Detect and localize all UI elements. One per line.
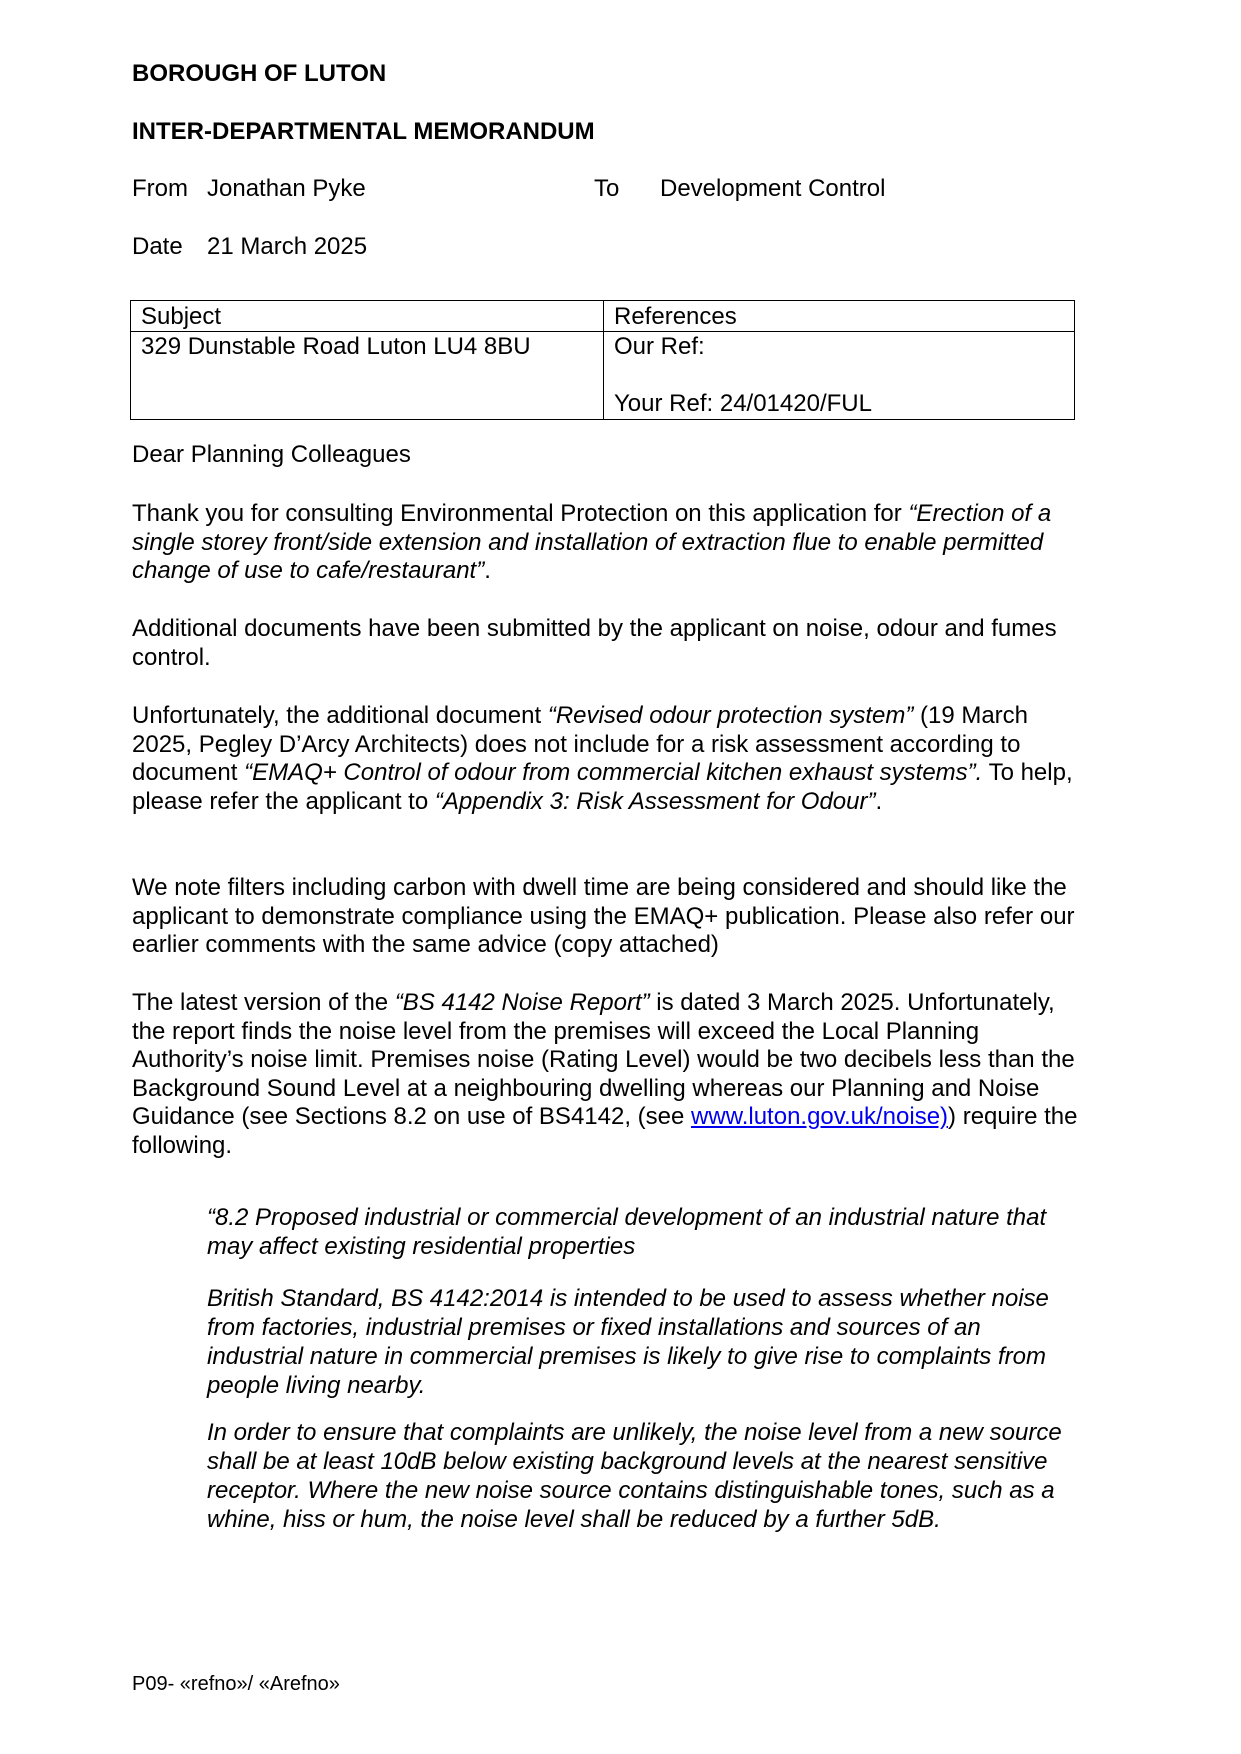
references-header: References	[604, 301, 1075, 332]
p1-text: Thank you for consulting Environmental Protection on this application for	[132, 500, 909, 527]
paragraph-consultation	[132, 500, 1082, 586]
paragraph-odour	[132, 702, 1082, 816]
p3-text-a: Unfortunately, the additional document	[132, 702, 548, 729]
p1-quoted-proposal: “Erection of a single storey front/side extension and installation of extraction flue to enable permitted change of use to cafe/restaurant”	[132, 500, 1052, 585]
p5-text-a: The latest version of the	[132, 989, 395, 1016]
to-label: To	[594, 175, 620, 202]
table-row	[131, 332, 1075, 420]
subject-header: Subject	[131, 301, 604, 332]
to-value: Development Control	[660, 175, 886, 202]
our-ref: Our Ref:	[614, 333, 705, 360]
quote-bs4142-intro: British Standard, BS 4142:2014 is intended to be used to assess whether noise from factories, industrial premises or fixed installations and sources of an industrial nature in commercial premises is likely to give rise to complaints from people living nearby.	[207, 1285, 1049, 1399]
quote-section-heading: “8.2 Proposed industrial or commercial development of an industrial nature that may affect existing residential properties	[207, 1204, 1047, 1260]
paragraph-additional-documents: Additional documents have been submitted by the applicant on noise, odour and fumes control.	[132, 615, 1057, 671]
p3-text-c: (19 March 2025, Pegley D’Arcy Architects) does not include for a risk assessment according to document	[132, 702, 1029, 787]
p3-end: .	[875, 787, 883, 815]
p1-end: .	[484, 557, 491, 585]
date-label: Date	[132, 233, 183, 260]
p3-text-e: To help, please refer the applicant to	[132, 759, 1073, 815]
from-value: Jonathan Pyke	[207, 175, 366, 202]
paragraph-filters: We note filters including carbon with dwell time are being considered and should like the applicant to demonstrate compliance using the EMAQ+ publication. Please also refer our earlier comments with the same advice (copy attached)	[132, 874, 1075, 959]
p5-text-c: is dated 3 March 2025. Unfortunately, the report finds the noise level from the premises will exceed the Local Planning Authority’s noise limit. Premises noise (Rating Level) would be two decibels less than the Background Sound Level at a neighbouring dwelling whereas our Planning and Noise Guidance (see Sections 8.2 on use of BS4142, (see	[132, 989, 1075, 1131]
quote-noise-requirement: In order to ensure that complaints are unlikely, the noise level from a new source shall be at least 10dB below existing background levels at the nearest sensitive receptor. Where the new noise source contains distinguishable tones, such as a whine, hiss or hum, the noise level shall be reduced by a further 5dB.	[207, 1419, 1062, 1533]
p3-doc-title: “Revised odour protection system”	[547, 702, 914, 729]
memo-type-heading: INTER-DEPARTMENTAL MEMORANDUM	[132, 118, 595, 145]
noise-guidance-link[interactable]: www.luton.gov.uk/noise)	[691, 1103, 949, 1131]
date-value: 21 March 2025	[207, 233, 368, 260]
p3-emaq-title: “EMAQ+ Control of odour from commercial kitchen exhaust systems”.	[244, 759, 983, 787]
paragraph-noise	[132, 989, 1082, 1161]
your-ref: Your Ref: 24/01420/FUL	[614, 390, 872, 417]
p5-report-title: “BS 4142 Noise Report”	[394, 989, 650, 1016]
ref-spacer	[614, 361, 1064, 390]
table-header-row	[131, 301, 1075, 332]
p5-end: ) require the following.	[132, 1103, 1078, 1159]
subject-value: 329 Dunstable Road Luton LU4 8BU	[131, 332, 604, 420]
from-label: From	[132, 175, 188, 202]
salutation: Dear Planning Colleagues	[132, 441, 411, 468]
organisation-heading: BOROUGH OF LUTON	[132, 60, 387, 87]
references-cell	[604, 332, 1075, 420]
subject-references-table	[130, 300, 1075, 420]
p3-appendix-title: “Appendix 3: Risk Assessment for Odour”	[434, 787, 876, 815]
footer-reference: P09- «refno»/ «Arefno»	[132, 1673, 340, 1695]
